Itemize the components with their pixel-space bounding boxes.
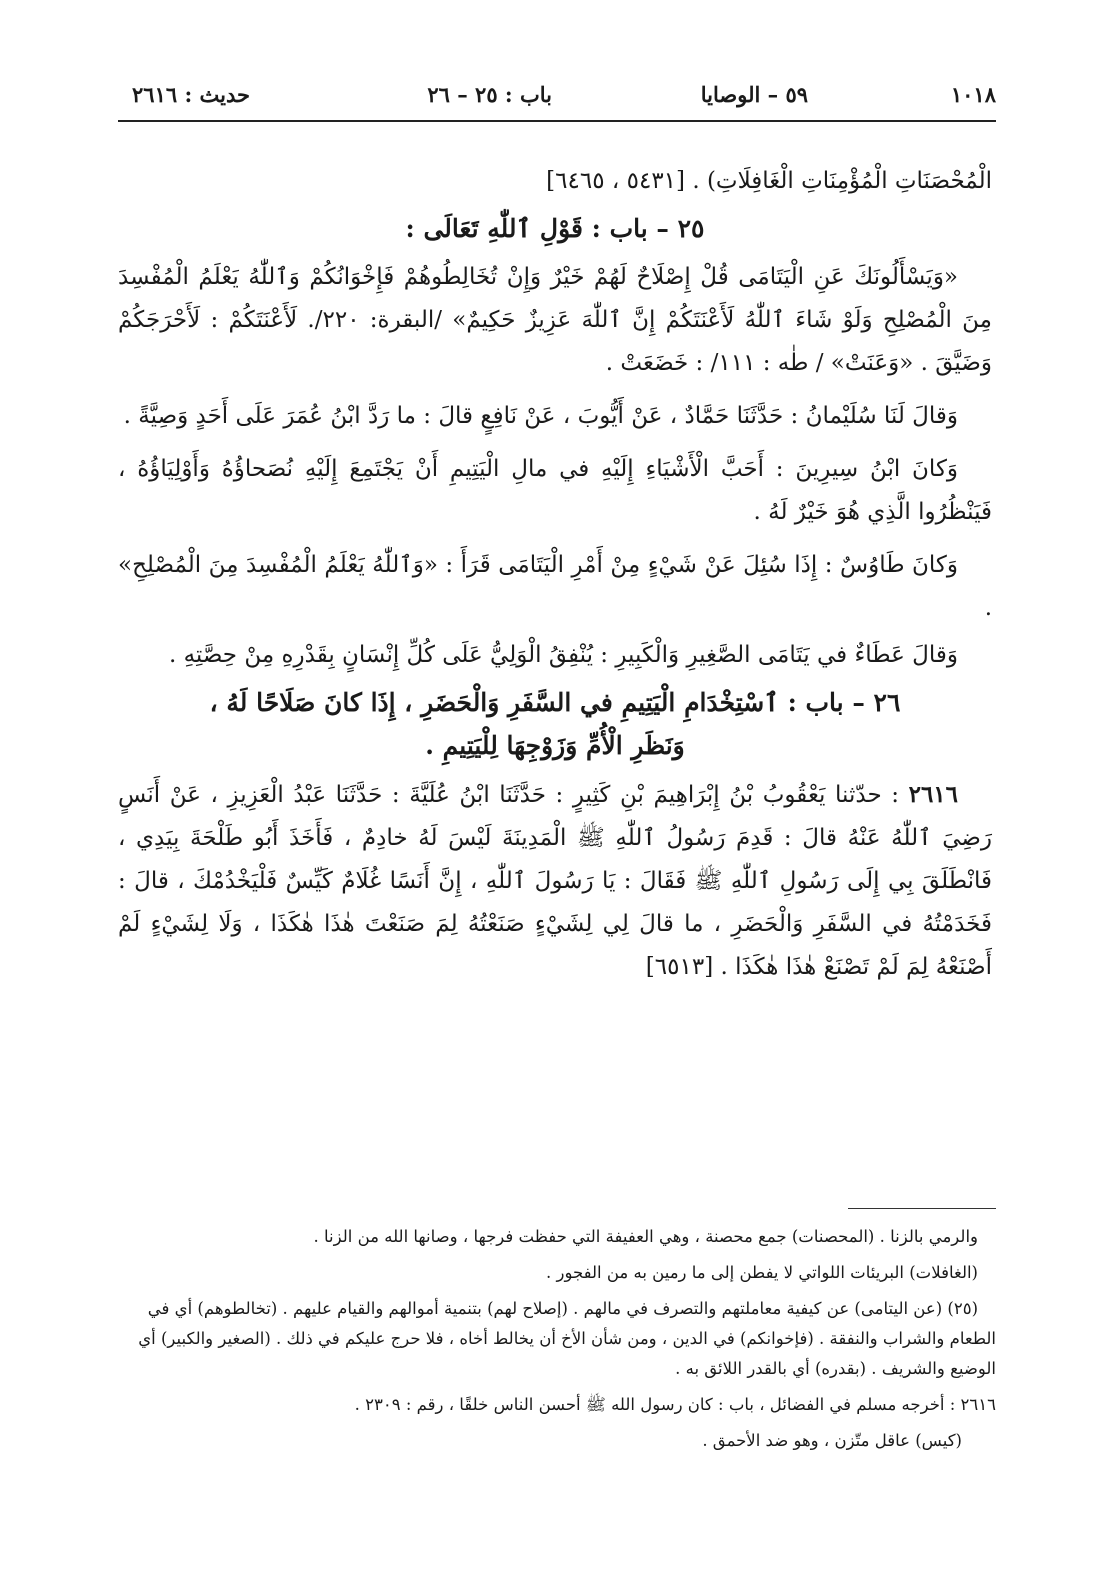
hadith-text: : حدّثنا يَعْقُوبُ بْنُ إِبْرَاهِيمَ بْنِ كَثِيرٍ : حَدَّثَنَا ابْنُ عُلَيَّةَ : حَدَّثَنَا عَبْدُ الْعَزِيزِ ، عَنْ أَنَسٍ رَضِيَ ٱللّٰهُ عَنْهُ قالَ : قَدِمَ رَسُولُ ٱللّٰهِ ﷺ الْمَدِينَةَ لَيْسَ لَهُ خادِمٌ ، فَأَخَذَ أَبُو طَلْحَةَ بِيَدِي ، فَانْطَلَقَ بِي إِلَى رَسُولِ ٱللّٰهِ ﷺ فَقَالَ : يَا رَسُولَ ٱللّٰهِ ، إِنَّ أَنَسًا غُلَامٌ كَيِّسٌ فَلْيَخْدُمْكَ ، قالَ : فَخَدَمْتُهُ في السَّفَرِ وَالْحَضَرِ ، ما قالَ لِي لِشَيْءٍ صَنَعْتُهُ لِمَ صَنَعْتَ هٰذَا هٰكَذَا ، وَلَا لِشَيْءٍ لَمْ أَصْنَعْهُ لِمَ لَمْ تَصْنَعْ هٰذَا هٰكَذَا . [٦٥١٣] (118, 782, 992, 980)
ata-paragraph: وَقالَ عَطَاءٌ في يَتَامَى الصَّغِيرِ وَالْكَبِيرِ : يُنْفِقُ الْوَلِيُّ عَلَى كُلِّ إِنْسَانٍ بِقَدْرِهِ مِنْ حِصَّتِهِ . (168, 642, 958, 668)
hadith-paragraph (118, 773, 992, 989)
hadith-range: حديث : ٢٦١٦ (132, 82, 250, 107)
footnote-5: (كيس) عاقل متّزن ، وهو ضد الأحمق . (702, 1431, 962, 1450)
bab-25-title: ٢٥ – باب : قَوْلِ ٱللّٰهِ تَعَالَى : (405, 214, 705, 243)
page-header (118, 76, 996, 122)
sirin-paragraph: وَكانَ ابْنُ سِيرِينَ : أَحَبَّ الْأَشْيَاءِ إِلَيْهِ في مالِ الْيَتِيمِ أَنْ يَجْتَمِعَ إِلَيْهِ نُصَحاؤُهُ وَأَوْلِيَاؤُهُ ، فَيَنْظُرُوا الَّذِي هُوَ خَيْرٌ لَهُ . (118, 456, 992, 525)
footnote-1: والرمي بالزنا . (المحصنات) جمع محصنة ، وهي العفيفة التي حفظت فرجها ، وصانها الله من الزنا . (313, 1227, 978, 1246)
footnote-divider (848, 1208, 996, 1209)
book-title: ٥٩ – الوصايا (700, 82, 808, 107)
bab-range: باب : ٢٥ – ٢٦ (427, 82, 552, 107)
quran-paragraph: «وَيَسْأَلُونَكَ عَنِ الْيَتَامَى قُلْ إِصْلَاحٌ لَهُمْ خَيْرٌ وَإِنْ تُخَالِطُوهُمْ فَإِخْوَانُكُمْ وَٱللّٰهُ يَعْلَمُ الْمُفْسِدَ مِنَ الْمُصْلِحِ وَلَوْ شَاءَ ٱللّٰهُ لَأَعْنَتَكُمْ إِنَّ ٱللّٰهَ عَزِيزٌ حَكِيمٌ» /البقرة: ٢٢٠/. لَأَعْنَتَكُمْ : لَأَحْرَجَكُمْ وَضَيَّقَ . «وَعَنَتْ» / طٰه : ١١١/ : خَضَعَتْ . (118, 264, 992, 376)
bab-26-title (118, 681, 992, 767)
page-number: ١٠١٨ (950, 82, 996, 107)
continuation-paragraph: الْمُحْصَنَاتِ الْمُؤْمِنَاتِ الْغَافِلَاتِ) . [٥٤٣١ ، ٦٤٦٥] (546, 168, 992, 194)
sulayman-paragraph: وَقالَ لَنَا سُلَيْمانُ : حَدَّثَنَا حَمَّادٌ ، عَنْ أَيُّوبَ ، عَنْ نَافِعٍ قالَ : ما رَدَّ ابْنُ عُمَرَ عَلَى أَحَدٍ وَصِيَّةً . (123, 403, 958, 429)
bab-26-title-line-2: وَنَظَرِ الْأُمِّ وَزَوْجِهَا لِلْيَتِيمِ . (425, 731, 685, 760)
footnote-4: ٢٦١٦ : أخرجه مسلم في الفضائل ، باب : كان رسول الله ﷺ أحسن الناس خلقًا ، رقم : ٢٣٠٩ . (354, 1395, 996, 1414)
footnote-3: (٢٥) (عن اليتامى) عن كيفية معاملتهم والتصرف في مالهم . (إصلاح لهم) بتنمية أموالهم والقيام عليهم . (تخالطوهم) أي في الطعام والشراب والنفقة . (فإخوانكم) في الدين ، ومن شأن الأخ أن يخالط أخاه ، فلا حرج عليكم في ذلك . (الصغير والكبير) أي الوضيع والشريف . (بقدره) أي بالقدر اللائق به . (138, 1299, 996, 1378)
footnotes (118, 1222, 996, 1462)
hadith-number: ٢٦١٦ (908, 781, 959, 808)
main-text (118, 160, 992, 993)
bab-26-title-line-1: ٢٦ – باب : ٱسْتِخْدَامِ الْيَتِيمِ في السَّفَرِ وَالْحَضَرِ ، إِذَا كانَ صَلَاحًا لَهُ ، (209, 688, 901, 717)
footnote-2: (الغافلات) البريئات اللواتي لا يفطن إلى ما رمين به من الفجور . (546, 1263, 978, 1282)
tawus-paragraph: وَكانَ طَاوُسٌ : إِذَا سُئِلَ عَنْ شَيْءٍ مِنْ أَمْرِ الْيَتَامَى قَرَأَ : «وَٱللّٰهُ يَعْلَمُ الْمُفْسِدَ مِنَ الْمُصْلِحِ» . (118, 552, 992, 621)
